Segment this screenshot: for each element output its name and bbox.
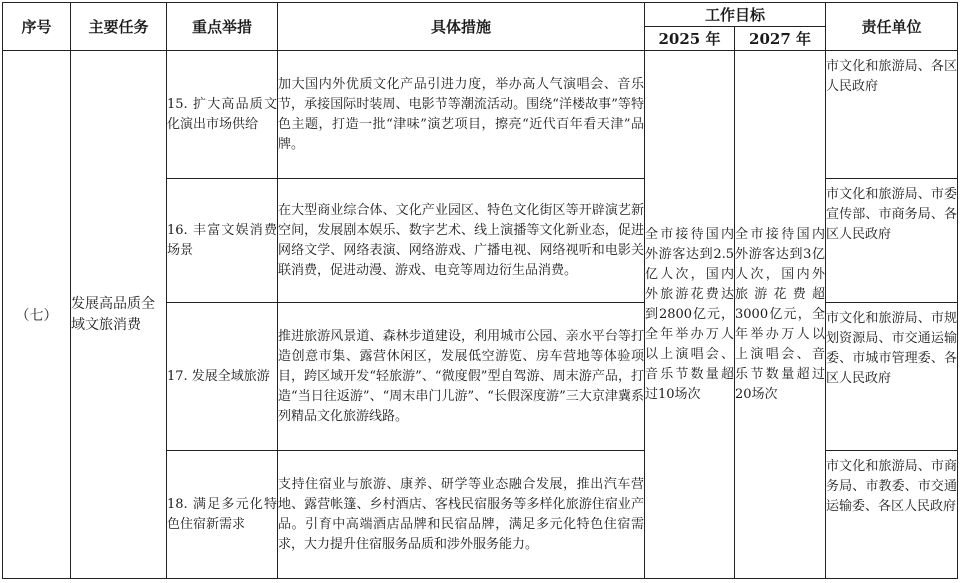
header-key-measure: 重点举措 <box>167 3 278 51</box>
policy-table <box>2 2 958 579</box>
detail-16: 在大型商业综合体、文化产业园区、特色文化街区等开辟演艺新空间，发展剧本娱乐、数字艺术、线上演播等文化新业态，促进网络文学、网络表演、网络游戏、广播电视、网络视听和电影关联消费，促进动漫、游戏、电竞等周边衍生品消费。 <box>278 179 645 303</box>
unit-18: 市文化和旅游局、市商务局、市教委、市交通运输委、各区人民政府 <box>826 451 958 579</box>
detail-17: 推进旅游风景道、森林步道建设，利用城市公园、亲水平台等打造创意市集、露营休闲区，发展低空游览、房车营地等体验项目，跨区域开发“轻旅游”、“微度假”型自驾游、周末游产品，打造“当日往返游”、“周末串门儿游”、“长假深度游”三大京津冀系列精品文化旅游线路。 <box>278 303 645 451</box>
detail-15: 加大国内外优质文化产品引进力度，举办高人气演唱会、音乐节，承接国际时装周、电影节等潮流活动。围绕“洋楼故事”等特色主题，打造一批“津味”演艺项目，擦亮“近代百年看天津”品牌。 <box>278 51 645 179</box>
group-main-task: 发展高品质全域文旅消费 <box>71 51 167 579</box>
measure-18: 18. 满足多元化特色住宿新需求 <box>167 451 278 579</box>
header-work-target: 工作目标 <box>645 3 826 27</box>
unit-16: 市文化和旅游局、市委宣传部、市商务局、各区人民政府 <box>826 179 958 303</box>
goal-2027: 全市接待国内外游客达到3亿人次，国内外旅游花费超3000亿元，全年举办万人以上演唱会、音乐节数量超过20场次 <box>735 51 826 579</box>
unit-17: 市文化和旅游局、市规划资源局、市交通运输委、市城市管理委、各区人民政府 <box>826 303 958 451</box>
header-main-task: 主要任务 <box>71 3 167 51</box>
detail-18: 支持住宿业与旅游、康养、研学等业态融合发展，推出汽车营地、露营帐篷、乡村酒店、客栈民宿服务等多样化旅游住宿业产品。引育中高端酒店品牌和民宿品牌，满足多元化特色住宿需求，大力提升住宿服务品质和涉外服务能力。 <box>278 451 645 579</box>
unit-15: 市文化和旅游局、各区人民政府 <box>826 51 958 179</box>
header-seq: 序号 <box>3 3 71 51</box>
group-seq: （七） <box>3 51 71 579</box>
header-responsible-unit: 责任单位 <box>826 3 958 51</box>
measure-15: 15. 扩大高品质文化演出市场供给 <box>167 51 278 179</box>
measure-17: 17. 发展全域旅游 <box>167 303 278 451</box>
goal-2025: 全市接待国内外游客达到2.5亿人次，国内外旅游花费达到2800亿元，全年举办万人以上演唱会、音乐节数量超过10场次 <box>645 51 735 579</box>
header-year-2027: 2027 年 <box>735 27 826 51</box>
header-specific-measures: 具体措施 <box>278 3 645 51</box>
table-row <box>3 51 958 179</box>
measure-16: 16. 丰富文娱消费场景 <box>167 179 278 303</box>
header-year-2025: 2025 年 <box>645 27 735 51</box>
